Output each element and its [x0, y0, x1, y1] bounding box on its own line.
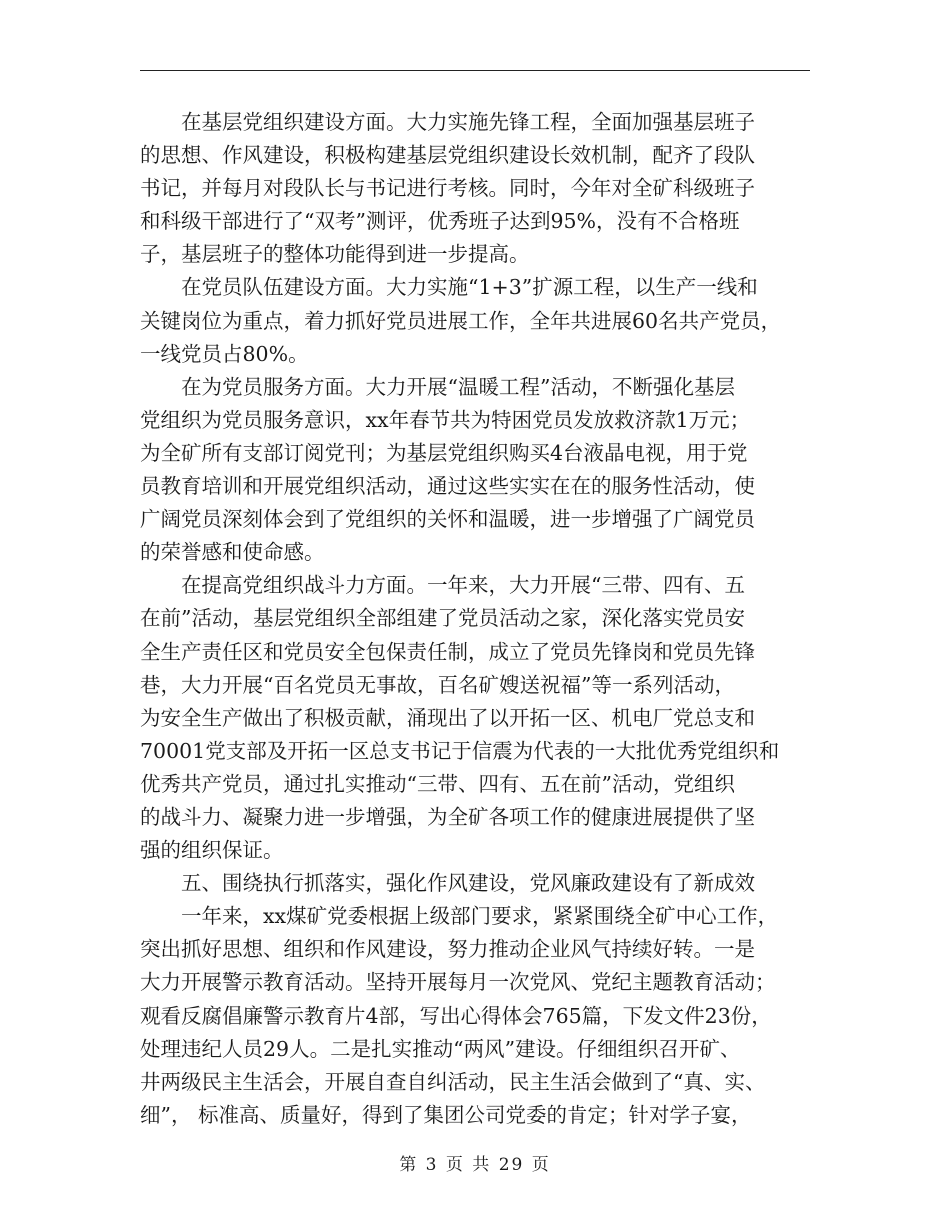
text-line: 五、围绕执行抓落实，强化作风建设，党风廉政建设有了新成效 [140, 871, 755, 896]
text-line: 处理违纪人员29人。二是扎实推动“两风”建设。仔细组织召开矿、 [140, 1036, 741, 1061]
text-line: 广阔党员深刻体会到了党组织的关怀和温暖，进一步增强了广阔党员 [140, 507, 755, 532]
text-line: 一线党员占80%。 [140, 341, 309, 366]
text-line: 全生产责任区和党员安全包保责任制，成立了党员先锋岗和党员先锋 [140, 639, 755, 664]
text-line: 优秀共产党员，通过扎实推动“三带、四有、五在前”活动，党组织 [140, 771, 735, 796]
text-line: 在基层党组织建设方面。大力实施先锋工程，全面加强基层班子 [140, 110, 755, 134]
text-line: 细”， 标准高、质量好，得到了集团公司党委的肯定；针对学子宴， [140, 1102, 752, 1127]
text-line: 一年来，xx煤矿党委根据上级部门要求，紧紧围绕全矿中心工作， [140, 904, 779, 929]
text-line: 的战斗力、凝聚力进一步增强，为全矿各项工作的健康进展提供了坚 [140, 804, 755, 829]
text-line: 巷，大力开展“百名党员无事故，百名矿嫂送祝福”等一系列活动， [140, 672, 735, 697]
text-line: 突出抓好思想、组织和作风建设，努力推动企业风气持续好转。一是 [140, 937, 755, 962]
text-line: 和科级干部进行了“双考”测评，优秀班子达到95%，没有不合格班 [140, 209, 740, 234]
text-line: 的荣誉感和使命感。 [140, 540, 325, 565]
text-line: 子，基层班子的整体功能得到进一步提高。 [140, 242, 530, 267]
text-line: 书记，并每月对段队长与书记进行考核。同时，今年对全矿科级班子 [140, 176, 755, 201]
text-line: 为全矿所有支部订阅党刊；为基层党组织购买4台液晶电视，用于党 [140, 440, 748, 465]
text-line: 观看反腐倡廉警示教育片4部，写出心得体会765篇，下发文件23份， [140, 1003, 772, 1028]
text-line: 关键岗位为重点，着力抓好党员进展工作，全年共进展60名共产党员， [140, 308, 782, 333]
page-footer: 第 3 页 共 29 页 [399, 1155, 551, 1175]
text-line: 在党员队伍建设方面。大力实施“1+3”扩源工程，以生产一线和 [140, 275, 758, 300]
document-body [140, 106, 812, 1132]
header-rule [140, 70, 810, 71]
text-line: 在前”活动，基层党组织全部组建了党员活动之家，深化落实党员安 [140, 606, 745, 631]
text-line: 的思想、作风建设，积极构建基层党组织建设长效机制，配齐了段队 [140, 143, 755, 168]
text-line: 70001党支部及开拓一区总支书记于信震为代表的一大批优秀党组织和 [140, 738, 780, 763]
text-line: 员教育培训和开展党组织活动，通过这些实实在在的服务性活动，使 [140, 474, 755, 499]
text-line: 在为党员服务方面。大力开展“温暖工程”活动，不断强化基层 [140, 374, 735, 399]
text-line: 井两级民主生活会，开展自查自纠活动，民主生活会做到了“真、实、 [140, 1069, 766, 1094]
text-line: 强的组织保证。 [140, 838, 284, 863]
text-line: 党组织为党员服务意识，xx年春节共为特困党员发放救济款1万元； [140, 407, 751, 432]
text-line: 大力开展警示教育活动。坚持开展每月一次党风、党纪主题教育活动； [140, 970, 776, 995]
text-line: 在提高党组织战斗力方面。一年来，大力开展“三带、四有、五 [140, 573, 745, 598]
text-line: 为安全生产做出了积极贡献，涌现出了以开拓一区、机电厂党总支和 [140, 705, 755, 730]
